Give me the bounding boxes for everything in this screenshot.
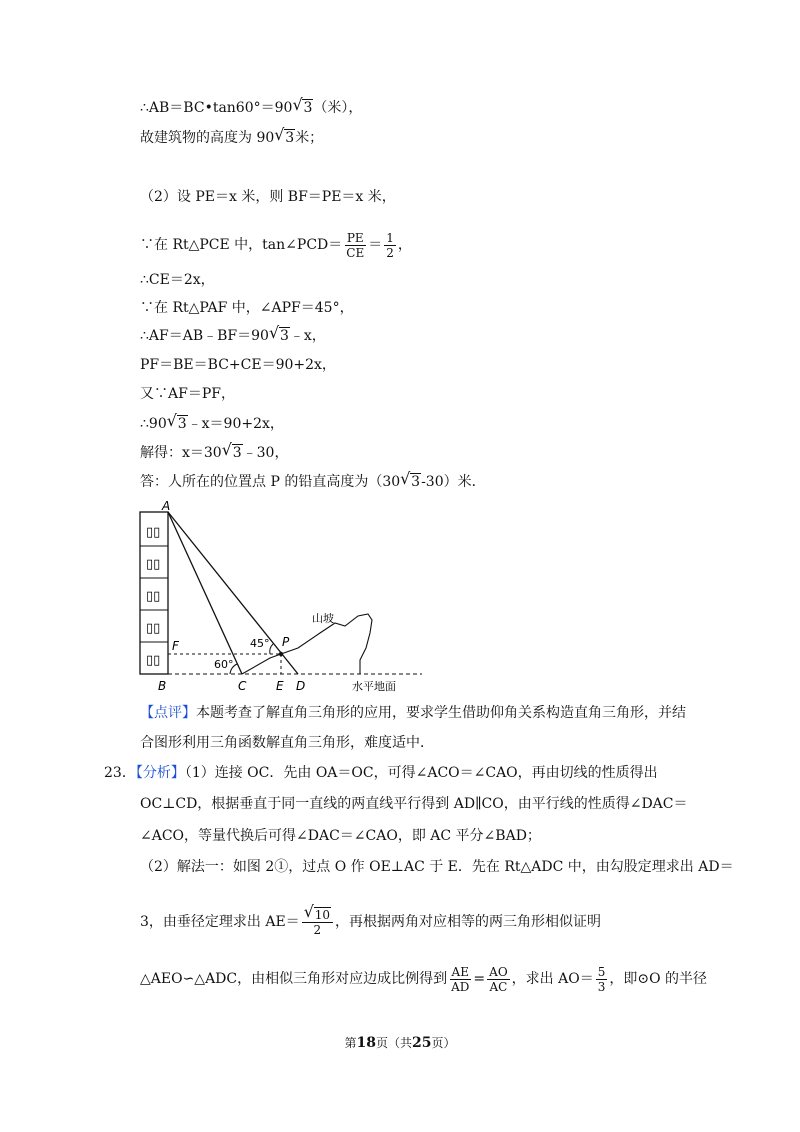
- angle-45-arc: [270, 644, 273, 654]
- sqrt: √ 3: [275, 128, 295, 148]
- window: ▯▯: [146, 589, 161, 604]
- label-angle60: 60°: [214, 658, 234, 671]
- q23-line-3: ∠ACO，等量代换后可得∠DAC＝∠CAO，即 AC 平分∠BAD；: [140, 828, 541, 844]
- q23-line-5: 3，由垂径定理求出 AE＝ √ $\frac{10}{2}$ ，再根据两角对应相等的两三角形相似证明: [140, 904, 601, 940]
- sqrt: √ 3: [293, 98, 313, 118]
- q23-line-2: OC⊥CD，根据垂直于同一直线的两直线平行得到 AD∥CO，由平行线的性质得∠DAC＝: [140, 796, 688, 812]
- page-total: 25: [412, 1035, 432, 1051]
- label-e: E: [276, 679, 284, 693]
- window: ▯▯: [146, 621, 161, 636]
- fraction: $\frac{AE}{AD}$: [451, 964, 470, 994]
- sqrt: √ 3: [223, 443, 243, 463]
- label-p: P: [282, 635, 290, 649]
- label-a: A: [162, 499, 171, 513]
- label-slope: 山坡: [312, 612, 334, 625]
- line-ab-value: [140, 98, 362, 118]
- page-number: 18: [356, 1035, 376, 1051]
- point-p: [279, 652, 283, 656]
- window: ▯▯: [146, 653, 161, 668]
- fraction: $\frac{AO}{AC}$: [489, 964, 508, 994]
- line-tan-pcd: ∵在 Rt△PCE 中，tan∠PCD＝ $\frac{PE}{CE}$ ＝ $\frac{1}{2}$ ，: [140, 230, 412, 260]
- analysis-tag: 【分析】: [135, 765, 185, 781]
- window: ▯▯: [146, 557, 161, 572]
- text: （米），: [313, 100, 363, 116]
- fraction: √ $\frac{10}{2}$: [302, 908, 333, 937]
- sqrt: √ 3: [401, 472, 421, 492]
- comment-line-1: 【点评】本题考查了解直角三角形的应用，要求学生借助仰角关系构造直角三角形，并结: [140, 705, 686, 721]
- sqrt: √ 3: [168, 414, 188, 434]
- q23-line-4: （2）解法一：如图 2①，过点 O 作 OE⊥AC 于 E．先在 Rt△ADC 中，由勾股定理求出 AD＝: [140, 859, 734, 875]
- question-number: 23．: [104, 765, 136, 781]
- fraction: $\frac{1}{2}$: [386, 230, 394, 260]
- sqrt: √ 10: [305, 908, 331, 922]
- comment-tag: 【点评】: [140, 705, 196, 721]
- line-rt-paf: ∵在 Rt△PAF 中，∠APF＝45°，: [140, 300, 354, 316]
- page-footer: 第18页（共25页）: [344, 1035, 456, 1051]
- geometry-figure: [130, 498, 430, 694]
- label-b: B: [158, 679, 167, 693]
- label-f: F: [172, 639, 179, 653]
- line-building-height: 故建筑物的高度为 90√ 3米；: [140, 128, 323, 148]
- line-ce: ∴CE＝2x，: [140, 272, 215, 288]
- line-ac: [168, 512, 242, 674]
- fraction: $\frac{PE}{CE}$: [346, 230, 365, 260]
- comment-line-2: 合图形利用三角函数解直角三角形，难度适中．: [140, 735, 434, 751]
- sqrt: √ 3: [270, 326, 290, 346]
- window: ▯▯: [146, 525, 161, 540]
- line-set-pe: （2）设 PE＝x 米，则 BF＝PE＝x 米，: [140, 189, 396, 205]
- line-answer: 答：人所在的位置点 P 的铅直高度为（30√ 3-30）米．: [140, 472, 486, 492]
- line-equation: ∴90√ 3﹣x＝90+2x，: [140, 414, 284, 434]
- label-c: C: [238, 679, 247, 693]
- line-af: ∴AF＝AB﹣BF＝90√ 3﹣x，: [140, 326, 326, 346]
- line-ad: [168, 512, 298, 674]
- label-ground: 水平地面: [352, 680, 396, 693]
- line-af-eq-pf: 又∵AF＝PF，: [140, 386, 235, 402]
- label-angle45: 45°: [250, 637, 270, 650]
- label-d: D: [296, 679, 306, 693]
- line-solve: 解得：x＝30√ 3﹣30，: [140, 443, 288, 463]
- fraction: $\frac{5}{3}$: [597, 964, 606, 994]
- q23-line-6: △AEO∽△ADC，由相似三角形对应边成比例得到 $\frac{AE}{AD}$ = $\frac{AO}{AC}$ ，求出 AO＝ $\frac{5}{3}$ ，即⊙O 的半径: [140, 964, 708, 994]
- line-pf: PF＝BE＝BC+CE＝90+2x，: [140, 357, 336, 373]
- q23-line-1: 23．【分析】（1）连接 OC．先由 OA＝OC，可得∠ACO＝∠CAO，再由切线的性质得出: [104, 765, 658, 781]
- text: ∴AB＝BC•tan60°＝90: [140, 100, 293, 116]
